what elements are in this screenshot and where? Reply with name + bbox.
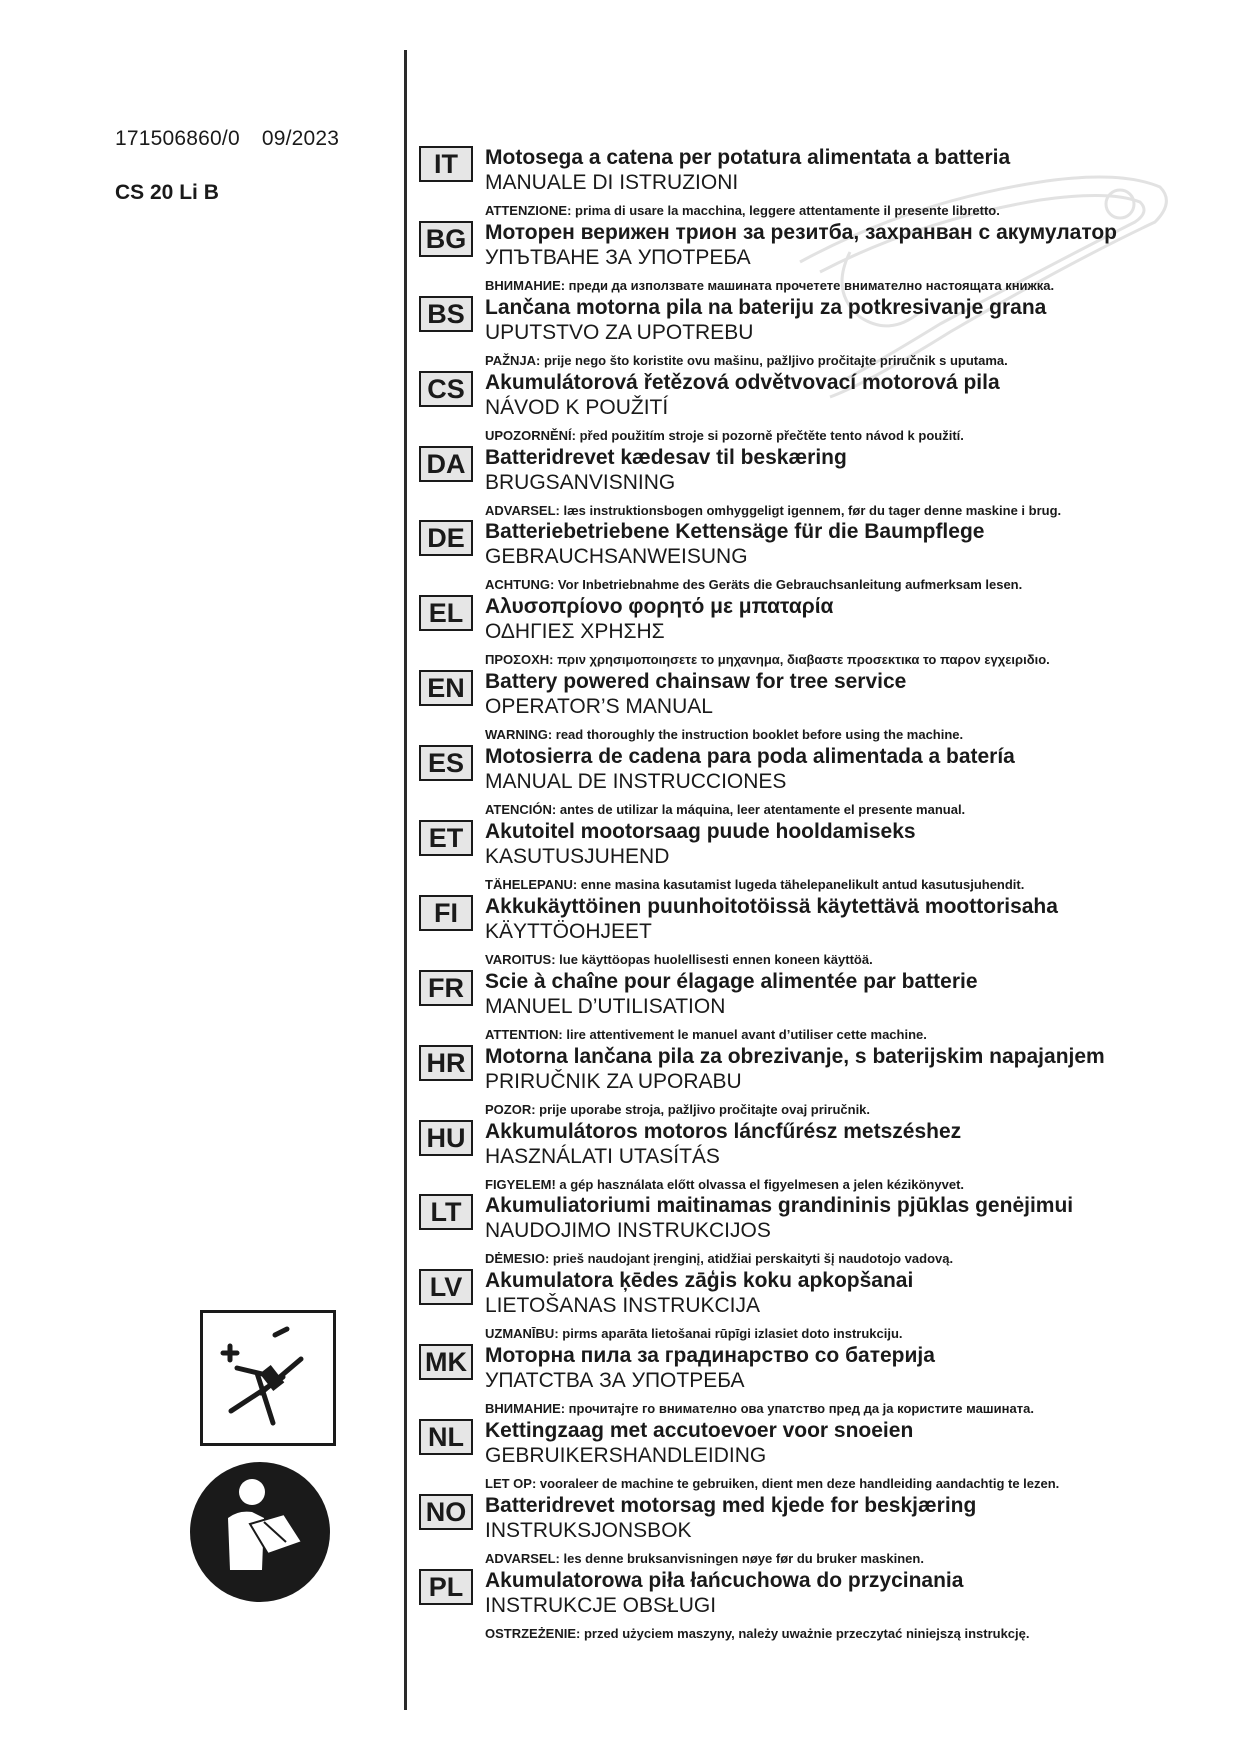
language-entry-bs (419, 296, 1219, 371)
entry-warning: ВНИМАНИЕ: преди да използвате машината прочетете внимателно настоящата книжка. (485, 277, 1055, 293)
entry-subtitle: BRUGSANVISNING (485, 470, 676, 494)
entry-title: Batteriebetriebene Kettensäge für die Baumpflege (485, 520, 985, 544)
entry-warning: OSTRZEŻENIE: przed użyciem maszyny, należy uważnie przeczytać niniejszą instrukcję. (485, 1625, 1030, 1641)
language-code-badge: PL (419, 1569, 473, 1605)
entry-warning: POZOR: prije uporabe stroja, pažljivo pročitajte ovaj priručnik. (485, 1101, 871, 1117)
language-code-badge: ES (419, 745, 473, 781)
entry-title: Akumulatorowa piła łańcuchowa do przycinania (485, 1568, 964, 1592)
entry-title: Akutoitel mootorsaag puude hooldamiseks (485, 820, 916, 844)
entry-subtitle: INSTRUKSJONSBOK (485, 1519, 692, 1543)
entry-warning: UZMANĪBU: pirms aparāta lietošanai rūpīgi izlasiet doto instrukciju. (485, 1326, 903, 1342)
language-entry-fi (419, 895, 1219, 970)
model-name: CS 20 Li B (115, 181, 219, 204)
entry-title: Akumuliatoriumi maitinamas grandininis pjūklas genėjimui (485, 1194, 1074, 1218)
entry-title: Motosierra de cadena para poda alimentada a batería (485, 745, 1015, 769)
entry-warning: PAŽNJA: prije nego što koristite ovu mašinu, pažljivo pročitajte priručnik s uputama. (485, 352, 1008, 368)
entry-title: Motorna lančana pila za obrezivanje, s baterijskim napajanjem (485, 1044, 1105, 1068)
entry-warning: ATTENZIONE: prima di usare la macchina, leggere attentamente il presente libretto. (485, 203, 1000, 218)
battery-polarity-icon (200, 1310, 336, 1446)
language-entry-no (419, 1494, 1219, 1569)
entry-subtitle: UPUTSTVO ZA UPOTREBU (485, 320, 754, 344)
language-code-badge: BG (419, 221, 473, 257)
read-manual-icon (190, 1462, 330, 1602)
entry-warning: WARNING: read thoroughly the instruction booklet before using the machine. (485, 727, 964, 743)
language-entry-da (419, 446, 1219, 521)
entry-title: Моторен верижен трион за резитба, захранван с акумулатор (485, 220, 1118, 244)
entry-title: Motosega a catena per potatura alimentata a batteria (485, 146, 1011, 169)
language-entry-it (419, 146, 1219, 221)
language-code-badge: EN (419, 670, 473, 706)
document-code: 171506860/0 (115, 127, 240, 150)
language-code-badge: FR (419, 970, 473, 1006)
language-code-badge: HR (419, 1045, 473, 1081)
language-entry-fr (419, 970, 1219, 1045)
entry-title: Akkumulátoros motoros láncfűrész metszéshez (485, 1119, 962, 1143)
entry-title: Scie à chaîne pour élagage alimentée par batterie (485, 969, 978, 993)
language-entry-pl (419, 1569, 1219, 1644)
language-code-badge: FI (419, 895, 473, 931)
language-code-badge: EL (419, 595, 473, 631)
language-code-badge: DE (419, 520, 473, 556)
entry-subtitle: ΟΔΗΓΙΕΣ ΧΡΗΣΗΣ (485, 620, 665, 644)
language-list (419, 146, 1219, 1644)
language-entry-el (419, 595, 1219, 670)
entry-title: Lančana motorna pila na bateriju za potkresivanje grana (485, 295, 1047, 319)
entry-warning: ADVARSEL: les denne bruksanvisningen nøye før du bruker maskinen. (485, 1551, 924, 1567)
entry-warning: VAROITUS: lue käyttöopas huolellisesti ennen koneen käyttöä. (485, 951, 873, 967)
language-code-badge: CS (419, 371, 473, 407)
entry-warning: ATTENTION: lire attentivement le manuel avant d’utiliser cette machine. (485, 1026, 927, 1042)
language-entry-hr (419, 1045, 1219, 1120)
language-entry-et (419, 820, 1219, 895)
entry-subtitle: PRIRUČNIK ZA UPORABU (485, 1069, 742, 1093)
language-code-badge: BS (419, 296, 473, 332)
entry-title: Batteridrevet motorsag med kjede for beskjæring (485, 1494, 977, 1518)
entry-title: Моторна пила за градинарство со батерија (485, 1344, 935, 1368)
entry-warning: DĖMESIO: prieš naudojant įrenginį, atidžiai perskaityti šį naudotojo vadovą. (485, 1251, 954, 1267)
entry-title: Battery powered chainsaw for tree service (485, 670, 907, 694)
language-entry-lt (419, 1194, 1219, 1269)
entry-subtitle: KASUTUSJUHEND (485, 845, 670, 869)
language-entry-cs (419, 371, 1219, 446)
entry-subtitle: GEBRAUCHSANWEISUNG (485, 545, 748, 569)
entry-warning: TÄHELEPANU: enne masina kasutamist lugeda tähelepanelikult antud kasutusjuhendit. (485, 877, 1025, 893)
entry-title: Akumulátorová řetězová odvětvovací motorová pila (485, 370, 1000, 394)
entry-warning: ВНИМАНИЕ: прочитајте го внимателно ова упатство пред да ја користите машината. (485, 1401, 1034, 1417)
entry-title: Kettingzaag met accutoevoer voor snoeien (485, 1419, 914, 1443)
entry-subtitle: NAUDOJIMO INSTRUKCIJOS (485, 1219, 771, 1243)
language-code-badge: DA (419, 446, 473, 482)
entry-subtitle: УПАТСТВА ЗА УПОТРЕБА (485, 1369, 745, 1393)
language-code-badge: NL (419, 1419, 473, 1455)
entry-subtitle: KÄYTTÖOHJEET (485, 919, 652, 943)
entry-subtitle: GEBRUIKERSHANDLEIDING (485, 1444, 767, 1468)
language-entry-hu (419, 1120, 1219, 1195)
language-entry-en (419, 670, 1219, 745)
entry-subtitle: MANUEL D’UTILISATION (485, 994, 726, 1018)
entry-title: Αλυσοπρίονο φορητό με μπαταρία (485, 595, 834, 619)
entry-subtitle: УПЪТВАНЕ ЗА УПОТРЕБА (485, 245, 751, 269)
entry-subtitle: LIETOŠANAS INSTRUKCIJA (485, 1294, 761, 1318)
language-entry-lv (419, 1269, 1219, 1344)
language-entry-de (419, 520, 1219, 595)
entry-subtitle: HASZNÁLATI UTASÍTÁS (485, 1144, 720, 1168)
document-code-line (115, 127, 361, 151)
entry-title: Akumulatora ķēdes zāģis koku apkopšanai (485, 1269, 914, 1293)
language-code-badge: LT (419, 1194, 473, 1230)
entry-warning: ATENCIÓN: antes de utilizar la máquina, leer atentamente el presente manual. (485, 802, 966, 818)
language-code-badge: IT (419, 146, 473, 182)
entry-subtitle: MANUAL DE INSTRUCCIONES (485, 770, 787, 794)
entry-subtitle: OPERATOR’S MANUAL (485, 695, 713, 719)
entry-warning: LET OP: vooraleer de machine te gebruiken, dient men deze handleiding aandachtig te lezen. (485, 1476, 1060, 1492)
entry-subtitle: NÁVOD K POUŽITÍ (485, 395, 669, 419)
entry-subtitle: INSTRUKCJE OBSŁUGI (485, 1593, 717, 1617)
entry-warning: UPOZORNĚNÍ: před použitím stroje si pozorně přečtěte tento návod k použití. (485, 427, 964, 443)
language-code-badge: ET (419, 820, 473, 856)
language-code-badge: MK (419, 1344, 473, 1380)
entry-title: Batteridrevet kædesav til beskæring (485, 445, 847, 469)
entry-warning: ΠΡΟΣΟΧΗ: πριν χρησιμοποιησετε το μηχανημα, διαβαστε προσεκτικα το παρον εγχειριδιο. (485, 652, 1050, 668)
entry-title: Akkukäyttöinen puunhoitotöissä käytettävä moottorisaha (485, 894, 1058, 918)
language-entry-nl (419, 1419, 1219, 1494)
entry-warning: ADVARSEL: læs instruktionsbogen omhyggeligt igennem, før du tager denne maskine i brug. (485, 502, 1062, 518)
entry-warning: FIGYELEM! a gép használata előtt olvassa el figyelmesen a jelen kézikönyvet. (485, 1176, 965, 1192)
language-entry-es (419, 745, 1219, 820)
vertical-divider (404, 50, 407, 1710)
language-code-badge: NO (419, 1494, 473, 1530)
language-entry-bg (419, 221, 1219, 296)
language-entry-mk (419, 1344, 1219, 1419)
entry-subtitle: MANUALE DI ISTRUZIONI (485, 171, 739, 194)
language-code-badge: LV (419, 1269, 473, 1305)
document-date: 09/2023 (261, 127, 340, 150)
entry-warning: ACHTUNG: Vor Inbetriebnahme des Geräts die Gebrauchsanleitung aufmerksam lesen. (485, 577, 1023, 593)
language-code-badge: HU (419, 1120, 473, 1156)
